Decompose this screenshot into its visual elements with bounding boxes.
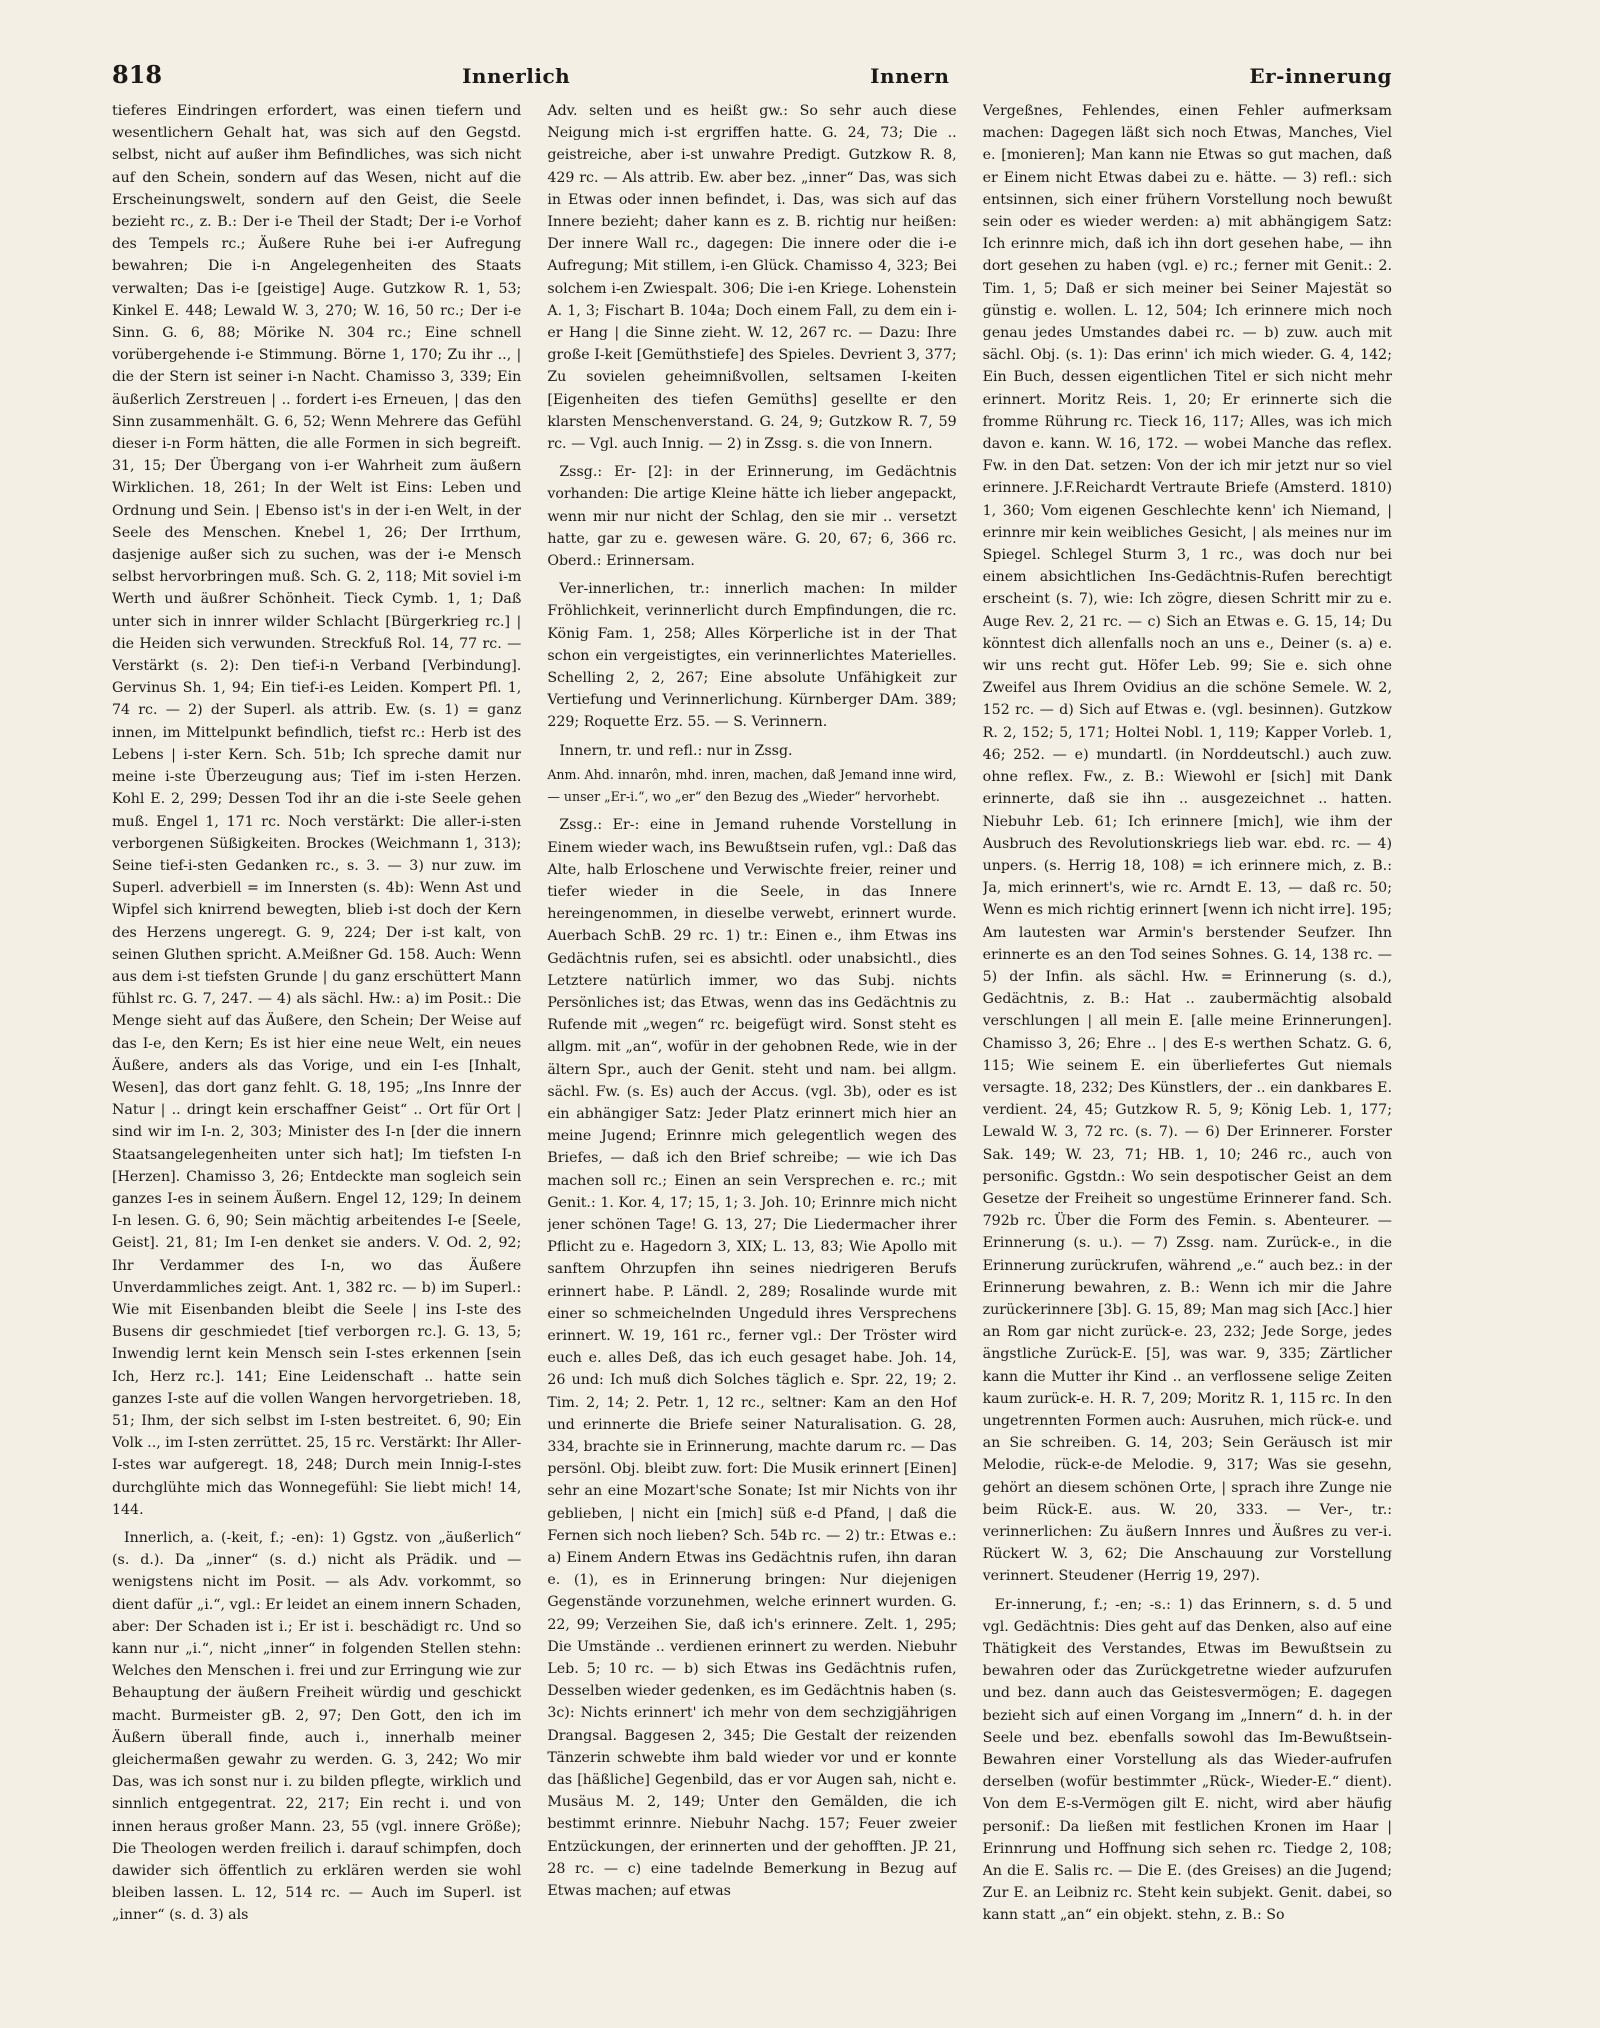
dictionary-entry: Zssg.: Er- [2]: in der Erinnerung, im Gedächtnis vorhanden: Die artige Kleine hätte ich lieber angepackt, wenn mir nur nicht der Schlag, den sie mir .. versetzt hatte, gar zu e. gewesen wäre. G. 20, 67; 6, 366 rc. Oberd.: Erinnersam. (547, 464, 957, 570)
left-guide-word: Innerlich (462, 64, 571, 88)
page-number: 818 (112, 60, 163, 89)
dictionary-entry: Er-innerung, f.; -en; -s.: 1) das Erinnern, s. d. 5 und vgl. Gedächtnis: Dies geht auf das Denken, also auf eine Thätigkeit des Verstandes, Etwas im Bewußtsein zu bewahren oder das Zurückgetretne wieder aufzurufen und bez. dann auch das Geistesvermögen; E. dagegen bezieht sich auf einen Vorgang im „Innern“ d. h. in der Seele und bez. ebenfalls sowohl das Im-Bewußtsein-Bewahren einer Vorstellung als das Wieder-aufrufen derselben (wofür bestimmter „Rück-, Wieder-E.“ dient). Von dem E-s-Vermögen gilt E. nicht, wird aber häufig personif.: Da ließen mit festlichen Kronen im Haar | Erinnrung und Hoffnung sich sehen rc. Tiedge 2, 108; An die E. Salis rc. — Die E. (des Greises) an die Jugend; Zur E. an Leibniz rc. Steht kein subjekt. Genit. dabei, so kann statt „an“ ein objekt. stehn, z. B.: So (982, 1596, 1392, 1924)
dictionary-entry: Innern, tr. und refl.: nur in Zssg. (559, 742, 793, 759)
column-left (112, 100, 521, 1980)
entry-text: tieferes Eindringen erfordert, was einen tiefern und wesentlichern Gehalt hat, was sich auf den Gegstd. selbst, nicht auf außer ihm Befindliches, was sich nicht auf den Schein, sondern auf das Wesen, nicht auf die Erscheinungswelt, sondern auf den Geist, die Seele bezieht rc., z. B.: Der i-e Theil der Stadt; Der i-e Vorhof des Tempels rc.; Äußere Ruhe bei i-er Aufregung bewahren; Die i-n Angelegenheiten des Staats verwalten; Das i-e [geistige] Auge. Gutzkow R. 1, 53; Kinkel E. 448; Lewald W. 3, 270; W. 16, 50 rc.; Der i-e Sinn. G. 6, 88; Mörike N. 304 rc.; Eine schnell vorübergehende i-e Stimmung. Börne 1, 170; Zu ihr .., | die der Stern ist seiner i-n Nacht. Chamisso 3, 339; Ein äußerlich Zerstreuen | .. fordert i-es Erneuen, | das den Sinn zusammenhält. G. 6, 52; Wenn Mehrere das Gefühl dieser i-n Form hätten, die alle Formen in sich begreift. 31, 15; Der Übergang von i-er Wahrheit zum äußern Wirklichen. 18, 261; In der Welt ist Eins: Leben und Ordnung und Sein. | Ebenso ist's in der i-en Welt, in der Seele des Menschen. Knebel 1, 26; Der Irrthum, dasjenige außer sich zu suchen, was der i-e Mensch selbst hervorbringen muß. Sch. G. 2, 118; Mit soviel i-m Werth und äußrer Schönheit. Tieck Cymb. 1, 1; Daß unter sich in innrer wilder Schlacht [Bürgerkrieg rc.] | die Heiden sich verwunden. Streckfuß Rol. 14, 77 rc. — Verstärkt (s. 2): Den tief-i-n Verband [Verbindung]. Gervinus Sh. 1, 94; Ein tief-i-es Leiden. Kompert Pfl. 1, 74 rc. — 2) der Superl. als attrib. Ew. (s. 1) = ganz innen, im Mittelpunkt befindlich, tiefst rc.: Herb ist des Lebens | i-ster Kern. Sch. 51b; Ich spreche damit nur meine i-ste Überzeugung aus; Tief im i-sten Herzen. Kohl E. 2, 299; Dessen Tod ihr an die i-ste Seele gehen muß. Engel 1, 171 rc. Noch verstärkt: Die aller-i-sten verborgenen Süßigkeiten. Brockes (Weichmann 1, 313); Seine tief-i-sten Gedanken rc., s. 3. — 3) nur zuw. im Superl. adverbiell = im Innersten (s. 4b): Wenn Ast und Wipfel sich knirrend bewegten, blieb i-st doch der Kern des Herzens ungeregt. G. 9, 224; Der i-st kalt, von seinen Gluthen spricht. A.Meißner Gd. 158. Auch: Wenn aus dem i-st tiefsten Grunde | du ganz erschüttert Mann fühlst rc. G. 7, 247. — 4) als sächl. Hw.: a) im Posit.: Die Menge sieht auf das Äußere, den Schein; Der Weise auf das I-e, den Kern; Es ist hier eine neue Welt, ein neues Äußere, anders als das Vorige, und ein I-es [Inhalt, Wesen], das dort ganz fehlt. G. 18, 195; „Ins Innre der Natur | .. dringt kein erschaffner Geist“ .. Ort für Ort | sind wir im I-n. 2, 303; Minister des I-n [der die innern Staatsangelegenheiten unter sich hat]; Im tiefsten I-n [Herzen]. Chamisso 3, 26; Entdeckte man sogleich sein ganzes I-es in seinem Äußern. Engel 12, 129; In deinem I-n lesen. G. 6, 90; Sein mächtig arbeitendes I-e [Seele, Geist]. 21, 81; Im I-en denket sie anders. V. Od. 2, 92; Ihr Verdammer des I-n, wo das Äußere Unverdammliches zeigt. Ant. 1, 382 rc. — b) im Superl.: Wie mit Eisenbanden bleibt die Seele | ins I-ste des Busens dir geschmiedet [tief verborgen rc.]. G. 13, 5; Inwendig lernt kein Mensch sein I-stes erkennen [sein Ich, Herz rc.]. 141; Eine Leidenschaft .. hatte sein ganzes I-ste auf die vollen Wangen hervorgetrieben. 18, 51; Ihm, der sich selbst im I-sten bestreitet. 6, 90; Ein Volk .., im I-sten zerrüttet. 25, 15 rc. Verstärkt: Ihr Aller-I-stes war aufgeregt. 18, 248; Durch mein Innig-I-stes durchglühte mich das Wonnegefühl: Sie liebt mich! 14, 144. (112, 103, 522, 1518)
entry-text: Anm. Ahd. innarôn, mhd. inren, machen, daß Jemand inne wird, — unser „Er-i.“, wo „er“ den Bezug des „Wieder“ hervorhebt. (547, 766, 957, 805)
dictionary-entry: Zssg.: Er-: eine in Jemand ruhende Vorstellung in Einem wieder wach, ins Bewußtsein rufen, vgl.: Daß das Alte, halb Erloschene und Verwischte freier, reiner und tiefer wieder in die Seele, in das Innere hereingenommen, in dieselbe verwebt, erinnert wurde. Auerbach SchB. 29 rc. 1) tr.: Einen e., ihm Etwas ins Gedächtnis rufen, sei es absichtl. oder unabsichtl., dies Letztere natürlich immer, wo das Subj. nichts Persönliches ist; das Etwas, wenn das ins Gedächtnis zu Rufende mit „wegen“ rc. beigefügt wird. Sonst steht es allgm. mit „an“, wofür in der gehobnen Rede, wie in der ältern Spr., auch der Genit. steht und nam. bei allgm. sächl. Fw. (s. Es) auch der Accus. (vgl. 3b), oder es ist ein abhängiger Satz: Jeder Platz erinnert mich hier an meine Jugend; Erinnre mich gelegentlich wegen des Briefes, — daß ich den Brief schreibe; — wie ich Das machen soll rc.; Einen an sein Versprechen e. rc.; mit Genit.: 1. Kor. 4, 17; 15, 1; 3. Joh. 10; Erinnre mich nicht jener schönen Tage! G. 13, 27; Die Liedermacher ihrer Pflicht zu e. Hagedorn 3, XIX; L. 13, 83; Wie Apollo mit sanftem Ohrzupfen ihn seines niedrigeren Berufs erinnert habe. P. Ländl. 2, 289; Rosalinde wurde mit einer so schmeichelnden Ungeduld ihres Versprechens erinnert. W. 19, 161 rc., ferner vgl.: Der Tröster wird euch e. alles Deß, das ich euch gesaget habe. Joh. 14, 26 und: Ich muß dich Solches täglich e. Spr. 22, 19; 2. Tim. 2, 14; 2. Petr. 1, 12 rc., seltner: Kam an den Hof und erinnerte die Briefe seiner Naturalisation. G. 28, 334, brachte sie in Erinnerung, machte darum rc. — Das persönl. Obj. bleibt zuw. fort: Die Musik erinnert [Einen] sehr an eine Mozart'sche Sonate; Ist mir Nichts von ihr geblieben, | nicht ein [mich] süß e-d Pfand, | daß die Fernen sich noch lieben? Sch. 54b rc. — 2) tr.: Etwas e.: a) Einem Andern Etwas ins Gedächtnis rufen, ihn daran e. (1), es in Erinnerung bringen: Nur diejenigen Gegenstände vorzunehmen, welche erinnert wurden. G. 22, 99; Verzeihen Sie, daß ich's erinnere. Zelt. 1, 295; Die Umstände .. verdienen erinnert zu werden. Niebuhr Leb. 5; 10 rc. — b) sich Etwas ins Gedächtnis rufen, Desselben wieder gedenken, es im Gedächtnis haben (s. 3c): Nichts erinnert' ich mehr von dem sechzigjährigen Drangsal. Baggesen 2, 345; Die Gestalt der reizenden Tänzerin schwebte ihm bald wieder vor und er konnte das [häßliche] Gegenbild, das er vor Augen sah, nicht e. Musäus M. 2, 149; Unter den Gemälden, die ich bestimmt erinnre. Niebuhr Nachg. 157; Feuer zweier Entzückungen, der erinnerten und der gehofften. JP. 21, 28 rc. — c) eine tadelnde Bemerkung in Bezug auf Etwas machen; auf etwas (547, 817, 957, 1900)
right-guide-word: Er-innerung (1249, 64, 1392, 88)
center-guide-word: Innern (870, 64, 950, 88)
entry-text: Vergeßnes, Fehlendes, einen Fehler aufmerksam machen: Dagegen läßt sich noch Etwas, Manches, Viel e. [monieren]; Man kann nie Etwas so gut machen, daß er Einem nicht Etwas dabei zu e. hätte. — 3) refl.: sich entsinnen, sich einer frühern Vorstellung noch bewußt sein oder es wieder werden: a) mit abhängigem Satz: Ich erinnre mich, daß ich ihn dort gesehen habe, — ihn dort gesehen zu haben (vgl. e) rc.; ferner mit Genit.: 2. Tim. 1, 5; Daß er sich meiner bei Seiner Majestät so günstig e. wollen. L. 12, 504; Ich erinnere mich noch genau jedes Umstandes dabei rc. — b) zuw. auch mit sächl. Obj. (s. 1): Das erinn' ich mich wieder. G. 4, 142; Ein Buch, dessen eigentlichen Titel er sich nicht mehr erinnert. Moritz Reis. 1, 20; Er erinnerte sich die fromme Rührung rc. Tieck 16, 117; Alles, was ich mich davon e. kann. W. 16, 172. — wobei Manche das reflex. Fw. in den Dat. setzen: Von der ich mir jetzt nur so viel erinnere. J.F.Reichardt Vertraute Briefe (Amsterd. 1810) 1, 360; Vom eigenen Geschlechte kenn' ich Niemand, | erinnre mir kein weibliches Gesicht, | als meines nur im Spiegel. Schlegel Sturm 3, 1 rc., was doch nur bei einem absichtlichen Ins-Gedächtnis-Rufen berechtigt erscheint (s. 7), wie: Ich zögre, diesen Schritt mir zu e. Auge Rev. 2, 21 rc. — c) Sich an Etwas e. G. 15, 14; Du könntest dich allenfalls noch an uns e., Deiner (s. a) e. wir uns recht gut. Höfer Leb. 99; Sie e. sich ohne Zweifel aus Ihrem Ovidius an die schöne Semele. W. 2, 152 rc. — d) Sich auf Etwas e. (vgl. besinnen). Gutzkow R. 2, 152; 5, 171; Holtei Nobl. 1, 119; Kapper Vorleb. 1, 46; 252. — e) mundartl. (in Norddeutschl.) auch zuw. ohne reflex. Fw., z. B.: Wiewohl er [sich] mit Dank erinnerte, daß sie ihn .. ausgezeichnet .. hatten. Niebuhr Leb. 61; Ich erinnere [mich], wie ihm der Ausbruch des Revolutionskriegs lieb war. ebd. rc. — 4) unpers. (s. Herrig 18, 108) = ich erinnere mich, z. B.: Ja, mich erinnert's, wie rc. Arndt E. 13, — daß rc. 50; Wenn es mich richtig erinnert [wenn ich nicht irre]. 195; Am lautesten war Armin's berstender Seufzer. Ihn erinnerte es an den Tod seines Sohnes. G. 14, 138 rc. — 5) der Infin. als sächl. Hw. = Erinnerung (s. d.), Gedächtnis, z. B.: Hat .. zaubermächtig alsobald verschlungen | all mein E. [alle meine Erinnerungen]. Chamisso 3, 26; Ehre .. | des E-s werthen Schatz. G. 6, 115; Wie seinem E. ein überliefertes Gut niemals versagte. 18, 232; Des Künstlers, der .. ein dankbares E. verdient. 24, 45; Gutzkow R. 5, 9; König Leb. 1, 177; Lewald W. 3, 72 rc. (s. 7). — 6) Der Erinnerer. Forster Sak. 149; W. 23, 71; HB. 1, 10; 246 rc., auch von personific. Ggstdn.: Wo sein despotischer Geist an dem Gesetze der Freiheit so ungestüme Erinnerer fand. Sch. 792b rc. Über die Form des Femin. s. Abenteurer. — Erinnerung (s. u.). — 7) Zssg. nam. Zurück-e., in die Erinnerung zurückrufen, während „e.“ auch bez.: in der Erinnerung bewahren, z. B.: Wenn ich mir die Jahre zurückerinnere [3b]. G. 15, 89; Man mag sich [Acc.] hier an Rom gar nicht zurück-e. 23, 232; Jede Sorge, jedes ängstliche Zurück-E. [5], was war. 9, 335; Zärtlicher kann die Mutter ihr Kind .. an verflossene selige Zeiten kaum zurück-e. H. R. 7, 209; Moritz R. 1, 115 rc. In den ungetrennten Formen auch: Ausruhen, mich rück-e. und an Sie schreiben. G. 14, 203; Sein Geräusch ist mir Melodie, rück-e-de Melodie. 9, 317; Was sie gesehn, gehört an diesem schönen Orte, | sprach ihre Zunge nie beim Rück-E. aus. W. 20, 333. — Ver-, tr.: verinnerlichen: Zu äußern Innres und Äußres zu ver-i. Rückert W. 3, 62; Die Anschauung zur Vorstellung verinnert. Steudener (Herrig 19, 297). (982, 103, 1392, 1585)
dictionary-entry: Ver-innerlichen, tr.: innerlich machen: In milder Fröhlichkeit, verinnerlicht durch Empfindungen, die rc. König Fam. 1, 258; Alles Körperliche ist in der That schon ein vergeistigtes, ein verinnerlichtes Materielles. Schelling 2, 2, 267; Eine absolute Unfähigkeit zur Vertiefung und Verinnerlichung. Kürnberger DAm. 389; 229; Roquette Erz. 55. — S. Verinnern. (547, 581, 957, 731)
page-header (112, 60, 1392, 94)
text-columns (112, 100, 1392, 1980)
entry-text: Adv. selten und es heißt gw.: So sehr auch diese Neigung mich i-st ergriffen hatte. G. 24, 73; Die .. geistreiche, aber i-st unwahre Predigt. Gutzkow R. 8, 429 rc. — Als attrib. Ew. aber bez. „inner“ Das, was sich in Etwas oder innen befindet, i. Das, was sich auf das Innere bezieht; daher kann es z. B. richtig nur heißen: Der innere Wall rc., dagegen: Die innere oder die i-e Aufregung; Mit stillem, i-en Glück. Chamisso 4, 323; Bei solchem i-en Zwiespalt. 306; Die i-en Kriege. Lohenstein A. 1, 3; Fischart B. 104a; Doch einem Fall, zu dem ein i-er Hang | die Sinne zieht. W. 12, 267 rc. — Dazu: Ihre große I-keit [Gemüthstiefe] des Spieles. Devrient 3, 377; Zu sovielen geheimnißvollen, seltsamen I-keiten [Eigenheiten des tiefen Gemüths] gesellte er den klarsten Menschenverstand. G. 24, 9; Gutzkow R. 7, 59 rc. — Vgl. auch Innig. — 2) in Zssg. s. die von Innern. (547, 103, 957, 453)
dictionary-entry: Innerlich, a. (-keit, f.; -en): 1) Ggstz. von „äußerlich“ (s. d.). Da „inner“ (s. d.) nicht als Prädik. und — wenigstens nicht im Posit. — als Adv. vorkommt, so dient dafür „i.“, vgl.: Er leidet an einem innern Schaden, aber: Der Schaden ist i.; Er ist i. beschädigt rc. Und so kann nur „i.“, nicht „inner“ in folgenden Stellen stehn: Welches den Menschen i. frei und zur Erringung wie zur Behauptung der äußern Freiheit würdig und geschickt macht. Burmeister gB. 2, 97; Den Gott, den ich im Äußern überall finde, auch i., innerhalb meiner gleichermaßen gewahr zu werden. G. 3, 242; Wo mir Das, was ich sonst nur i. zu bilden pflegte, wirklich und sinnlich entgegentrat. 22, 217; Ein recht i. und von innen heraus großer Mann. 23, 55 (vgl. innere Größe); Die Theologen werden freilich i. darauf schimpfen, doch dawider sich öffentlich zu erklären werden sie wohl bleiben lassen. L. 12, 514 rc. — Auch im Superl. ist „inner“ (s. d. 3) als (112, 1530, 522, 1924)
column-right (983, 100, 1392, 1980)
column-middle (547, 100, 956, 1980)
